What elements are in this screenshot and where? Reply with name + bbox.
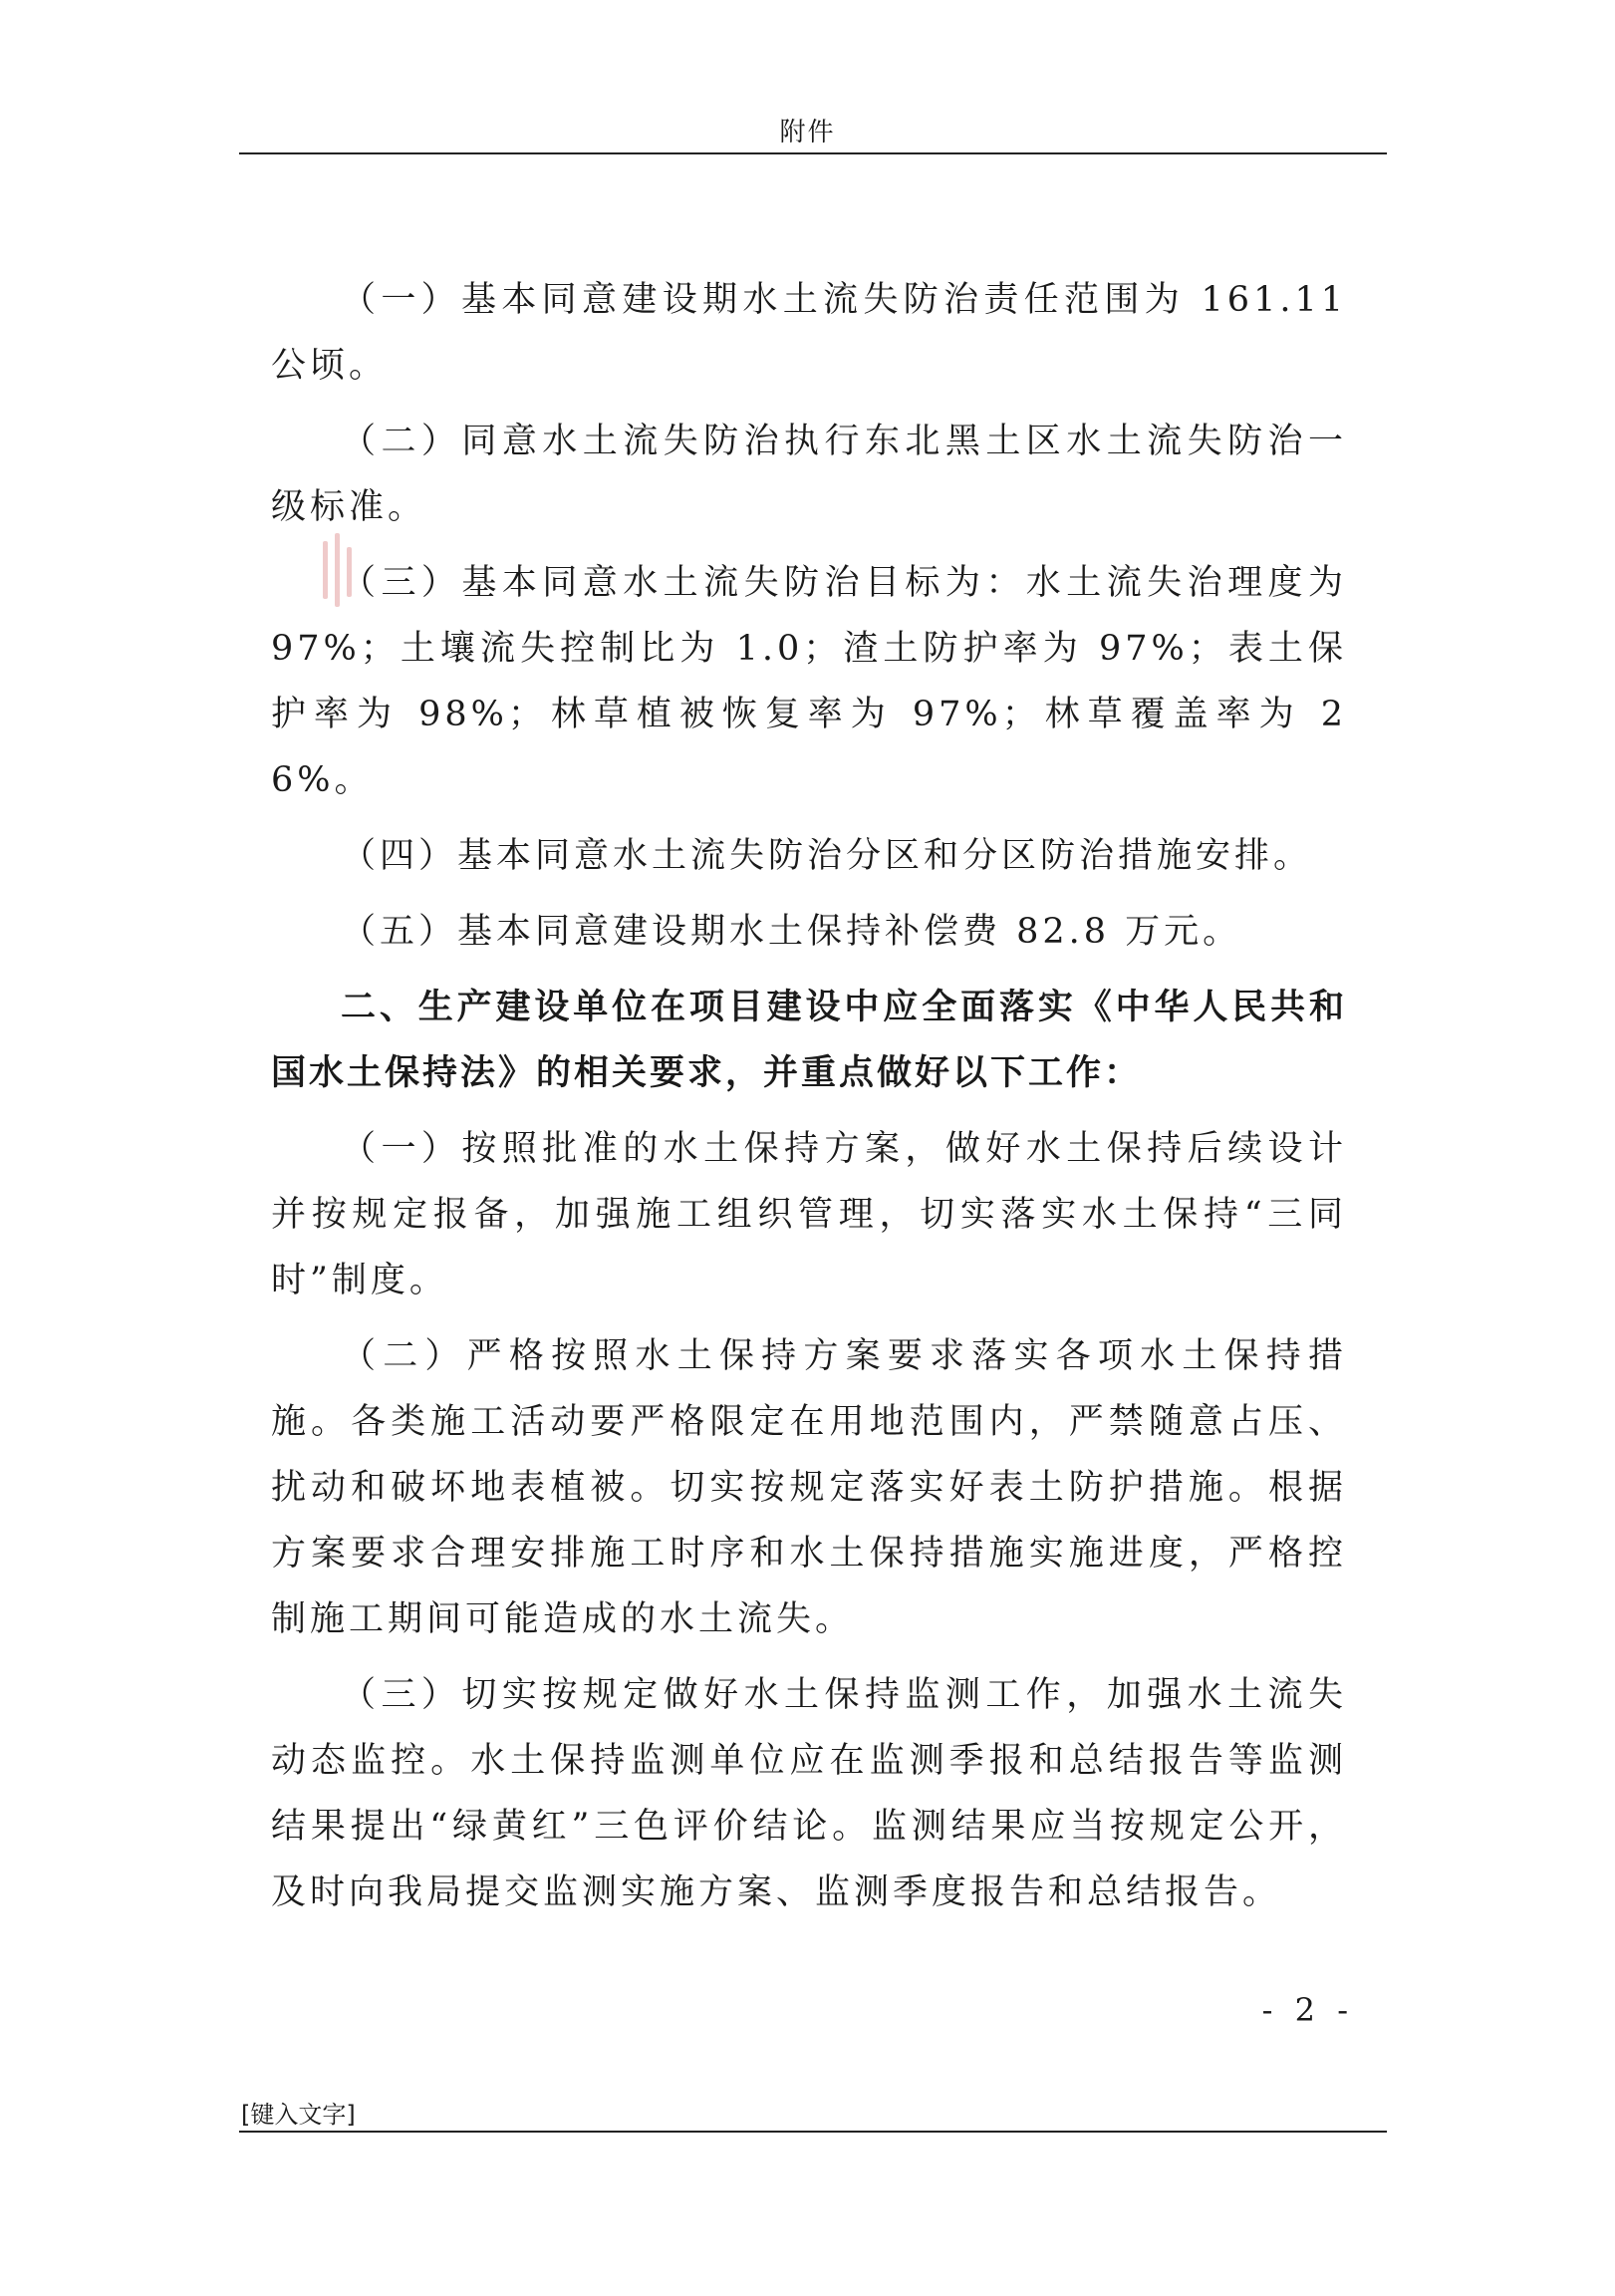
page-number: - 2 - [1261, 1991, 1354, 2029]
paragraph-monitoring: （三）切实按规定做好水土保持监测工作，加强水土流失动态监控。水土保持监测单位应在监测季报和总结报告等监测结果提出“绿黄红”三色评价结论。监测结果应当按规定公开，及时向我局提交监测实施方案、监测季度报告和总结报告。 [271, 1675, 1347, 1912]
footer-text: [键入文字] [241, 2101, 356, 2129]
header-divider [239, 152, 1387, 154]
paragraph-zoning: （四）基本同意水土流失防治分区和分区防治措施安排。 [341, 836, 1313, 876]
section-heading-2: 二、生产建设单位在项目建设中应全面落实《中华人民共和国水土保持法》的相关要求，并重点做好以下工作： [271, 988, 1347, 1093]
document-body [271, 267, 1347, 1925]
paragraph-standard: （二）同意水土流失防治执行东北黑土区水土流失防治一级标准。 [271, 422, 1347, 527]
paragraph-scope: （一）基本同意建设期水土流失防治责任范围为 161.11 公顷。 [271, 280, 1347, 386]
footer-divider [239, 2131, 1387, 2133]
header-title: 附件 [779, 118, 836, 147]
paragraph-measures: （二）严格按照水土保持方案要求落实各项水土保持措施。各类施工活动要严格限定在用地范围内，严禁随意占压、扰动和破坏地表植被。切实按规定落实好表土防护措施。根据方案要求合理安排施工时序和水土保持措施实施进度，严格控制施工期间可能造成的水土流失。 [271, 1336, 1347, 1639]
paragraph-compensation: （五）基本同意建设期水土保持补偿费 82.8 万元。 [341, 912, 1242, 952]
paragraph-targets: （三）基本同意水土流失防治目标为：水土流失治理度为 97%；土壤流失控制比为 1.0；渣土防护率为 97%；表土保护率为 98%；林草植被恢复率为 97%；林草覆盖率为 26%。 [271, 563, 1347, 800]
paragraph-design: （一）按照批准的水土保持方案，做好水土保持后续设计并按规定报备，加强施工组织管理，切实落实水土保持“三同时”制度。 [271, 1129, 1347, 1300]
